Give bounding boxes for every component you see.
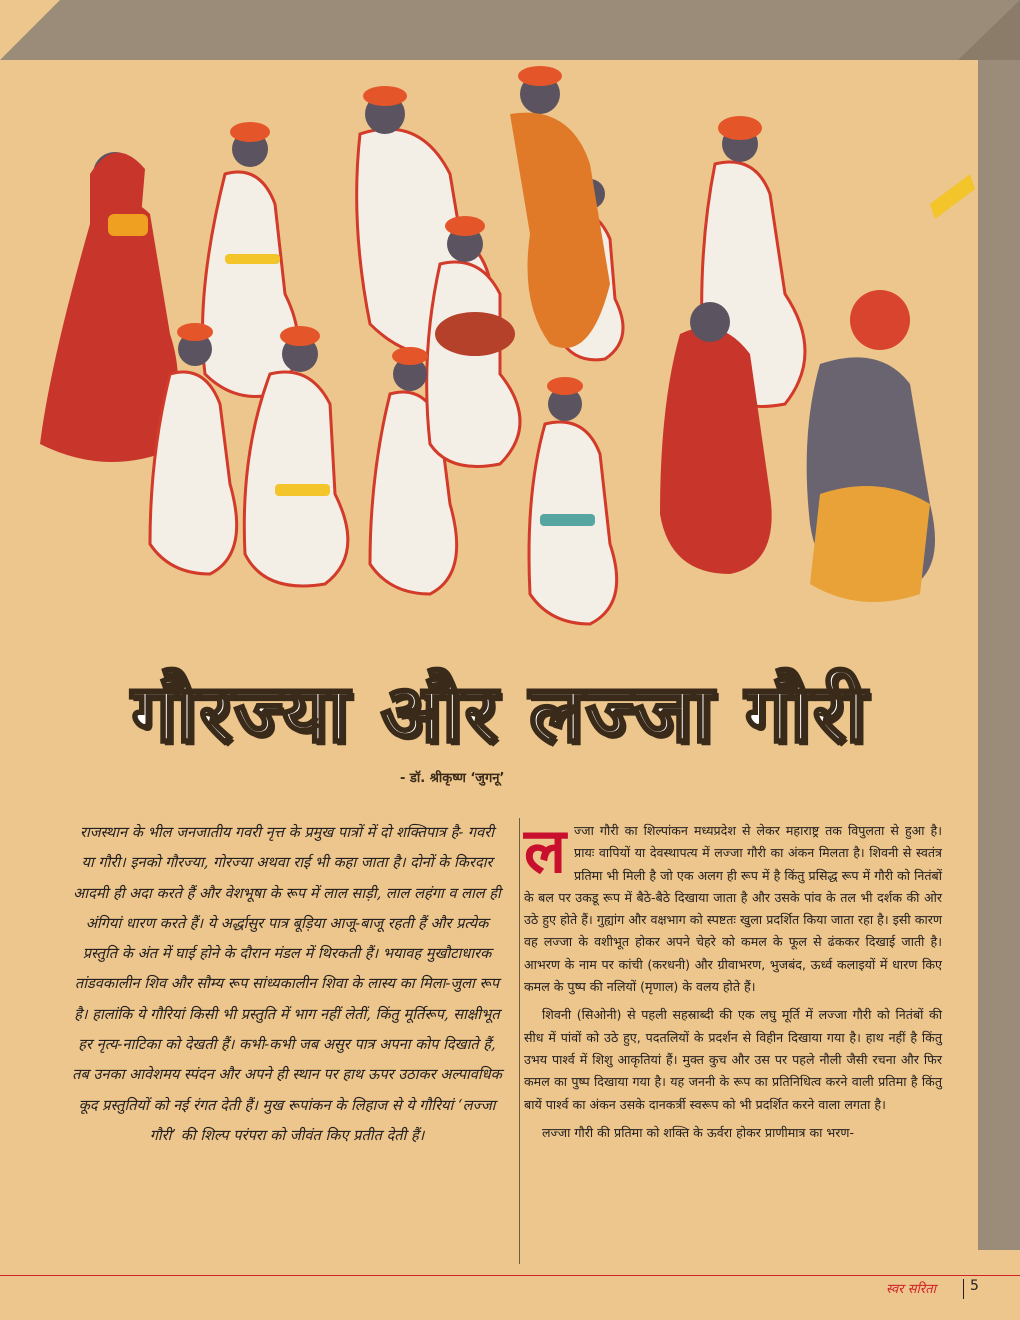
right-decorative-band	[978, 0, 1020, 1250]
page-number: 5	[970, 1278, 979, 1294]
folk-dancers-illustration	[20, 64, 978, 668]
right-paragraph-2: शिवनी (सिओनी) से पहली सहस्राब्दी की एक लघु मूर्ति में लज्जा गौरी को नितंबों की सीध में पांवों को उठे हुए, पदतलियों के प्रदर्शन से विहीन दिखाया गया है। हाथ नहीं है किंतु उभय पार्श्व में शिशु आकृतियां हैं। मुक्त कुच और उस पर पहले नौली जैसी रचना और फिर कमल का पुष्प दिखाया गया है। यह जननी के रूप का प्रतिनिधित्व करने वाली प्रतिमा है किंतु बायें पार्श्व का अंकन उसके दानकर्त्री स्वरूप को भी प्रदर्शित करने वाला लगता है।	[524, 1007, 942, 1112]
author-byline: - डॉ. श्रीकृष्ण ‘जुगनू’	[400, 771, 505, 786]
right-paragraph-3: लज्जा गौरी की प्रतिमा को शक्ति के ऊर्वरा होकर प्राणीमात्र का भरण-	[542, 1124, 855, 1140]
drop-cap: ल	[524, 814, 567, 887]
left-column-paragraph: राजस्थान के भील जनजातीय गवरी नृत्त के प्रमुख पात्रों में दो शक्तिपात्र है- गवरी या गौरी। इनको गौरज्या, गोरज्या अथवा राई भी कहा जाता है। दोनों के किरदार आदमी ही अदा करते हैं और वेशभूषा के रूप में लाल साड़ी, लाल लहंगा व लाल ही अंगियां धारण करते हैं। ये अर्द्धासुर पात्र बूड़िया आजू-बाजू रहती हैं और प्रत्येक प्रस्तुति के अंत में घाई होने के दौरान मंडल में थिरकती हैं। भयावह मुखौटाधारक तांडवकालीन शिव और सौम्य रूप सांध्यकालीन शिवा के लास्य का मिला-जुला रूप है। हालांकि ये गौरियां किसी भी प्रस्तुति में भाग नहीं लेतीं, किंतु मूर्तिरूप, साक्षीभूत हर नृत्य-नाटिका को देखती हैं। कभी-कभी जब असुर पात्र अपना कोप दिखाते हैं, तब उनका आवेशमय स्पंदन और अपने ही स्थान पर हाथ ऊपर उठाकर अल्पावधिक कूद प्रस्तुतियों को नई रंगत देती हैं। मुख रूपांकन के लिहाज से ये गौरियां ‘लज्जा गौरी’ की शिल्प परंपरा को जीवंत किए प्रतीत देती हैं।	[72, 824, 502, 1144]
right-paragraph-1	[524, 814, 942, 998]
right-paragraph-1-text: ज्जा गौरी का शिल्पांकन मध्यप्रदेश से लेकर महाराष्ट्र तक विपुलता से हुआ है। प्रायः वापियों या देवस्थापत्य में लज्जा गौरी का अंकन मिलता है। शिवनी से स्वतंत्र प्रतिमा भी मिली है जो एक अलग ही रूप में है किंतु प्रसिद्ध रूप में गौरी को नितंबों के बल पर उकडू रूप में बैठे-बैठे दिखाया जाता है और उसके पांव के तल भी दर्शक की ओर उठे हुए होते हैं। गुह्यांग और वक्षभाग को स्पष्टतः खुला प्रदर्शित किया जाता रहा है। इसी कारण वह लज्जा के वशीभूत होकर अपने चेहरे को कमल के फूल से ढंककर दिखाई जाती है। आभरण के नाम पर कांची (करधनी) और ग्रीवाभरण, भुजबंद, ऊर्ध्व कलाइयों में धारण किए कमल के पुष्प की नलियों (मृणाल) के वलय होते हैं।	[524, 823, 942, 995]
column-divider	[519, 818, 520, 1264]
left-column	[72, 818, 502, 1151]
dancer-woman-left	[40, 152, 178, 462]
top-decorative-band	[0, 0, 1020, 60]
right-column	[524, 814, 942, 1144]
footer-magazine-name: स्वर सरिता	[886, 1282, 936, 1297]
footer-separator	[963, 1279, 964, 1299]
footer-rule	[0, 1275, 1020, 1276]
article-title: गौरज्या और लज्जा गौरी	[131, 667, 869, 760]
